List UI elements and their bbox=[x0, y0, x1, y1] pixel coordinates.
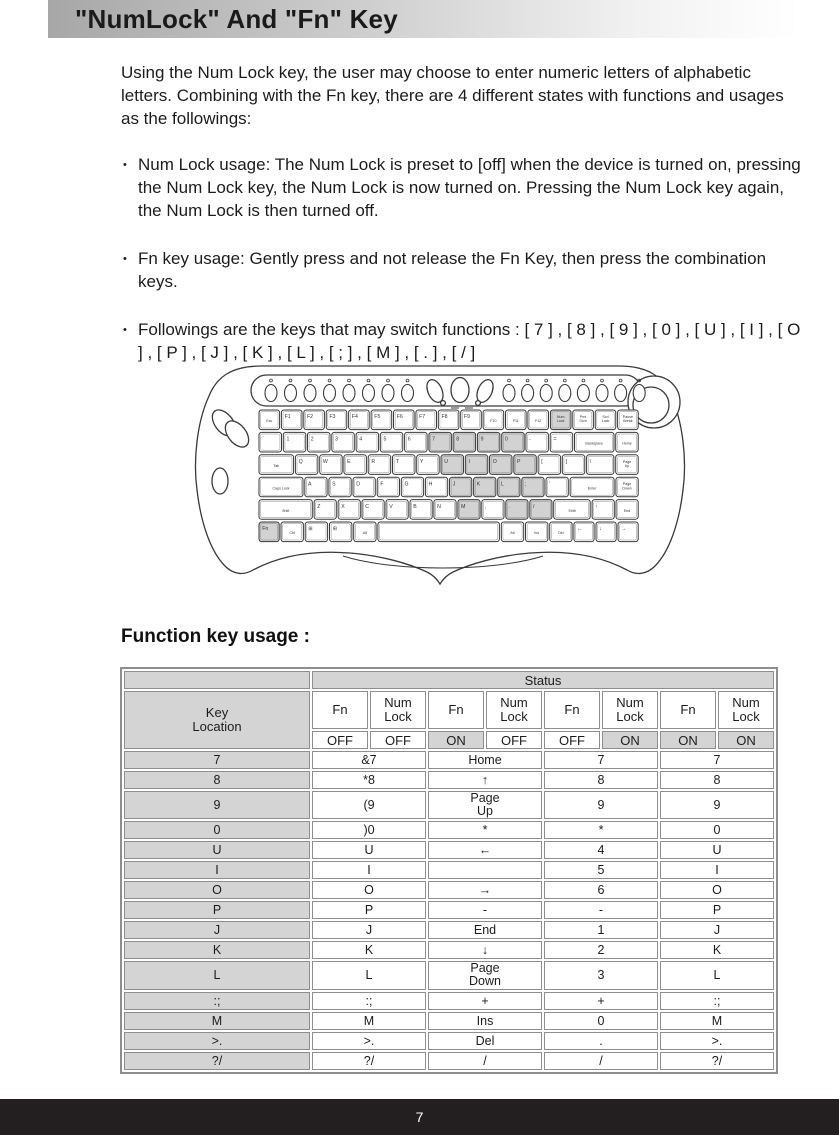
table-cell: 9 bbox=[544, 791, 658, 819]
table-cell: Page Down bbox=[428, 961, 542, 989]
key-label: ` bbox=[262, 436, 264, 443]
table-row bbox=[124, 671, 774, 689]
hotkey-oval-button bbox=[382, 385, 394, 402]
table-cell bbox=[124, 671, 310, 689]
table-cell: ?/ bbox=[312, 1052, 426, 1070]
table-row bbox=[124, 1052, 774, 1070]
intro-paragraph: Using the Num Lock key, the user may choose to enter numeric letters of alphabetic letters. Combining with the Fn key, there are 4 different states with functions and usages as the followings: bbox=[121, 63, 784, 128]
key-label: Fn bbox=[262, 526, 269, 533]
hotkey-oval-button bbox=[540, 385, 552, 402]
bullet-switch-keys: • Followings are the keys that may switch functions : [ 7 ] , [ 8 ] , [ 9 ] , [ 0 ] , [ U ] , [ I ] , [ O ] , [ P ] , [ J ] , [ K ] , [ L ] , [ ; ] , [ M ] , [ . ] , [ / ] bbox=[121, 319, 801, 365]
key-label: 6 bbox=[407, 436, 411, 443]
key-label: Alt bbox=[510, 531, 515, 536]
key-label: Page Down bbox=[622, 482, 632, 491]
key-label: K bbox=[476, 481, 481, 488]
key-location-cell: O bbox=[124, 881, 310, 899]
title-bar bbox=[48, 0, 839, 38]
table-cell: I bbox=[312, 861, 426, 879]
table-row bbox=[124, 841, 774, 859]
key-location-cell: >. bbox=[124, 1032, 310, 1050]
key-location-cell: 0 bbox=[124, 821, 310, 839]
key-location-cell: 7 bbox=[124, 751, 310, 769]
table-cell bbox=[428, 861, 542, 879]
key bbox=[378, 522, 500, 542]
table-cell: 4 bbox=[544, 841, 658, 859]
key-label: Y bbox=[419, 459, 424, 465]
hotkey-oval-button bbox=[615, 385, 627, 402]
table-cell: *8 bbox=[312, 771, 426, 789]
key-label: F10 bbox=[490, 419, 497, 424]
table-cell: Num Lock bbox=[602, 691, 658, 729]
table-cell: U bbox=[312, 841, 426, 859]
key-label: C bbox=[365, 503, 369, 510]
key-location-cell: I bbox=[124, 861, 310, 879]
key-location-cell: 9 bbox=[124, 791, 310, 819]
key-label: , bbox=[485, 503, 487, 510]
key-label: 4 bbox=[359, 436, 363, 443]
key-label: 0 bbox=[504, 436, 508, 443]
hotkey-oval-button bbox=[633, 385, 645, 402]
keyboard-figure bbox=[193, 360, 691, 596]
page-footer bbox=[0, 1099, 839, 1135]
key-location-cell: M bbox=[124, 1012, 310, 1030]
table-row bbox=[124, 861, 774, 879]
power-oval-button bbox=[451, 378, 469, 403]
table-cell: 3 bbox=[544, 961, 658, 989]
table-cell: - bbox=[428, 901, 542, 919]
key-label: F bbox=[380, 481, 384, 488]
key-label: Caps Lock bbox=[272, 486, 290, 491]
key-label: = bbox=[553, 436, 557, 443]
key-label: 5 bbox=[383, 436, 387, 443]
table-cell: * bbox=[544, 821, 658, 839]
table-cell: / bbox=[544, 1052, 658, 1070]
table-cell: End bbox=[428, 921, 542, 939]
table-cell: Fn bbox=[312, 691, 368, 729]
state-cell: ON bbox=[660, 731, 716, 749]
table-cell: 9 bbox=[660, 791, 774, 819]
table-cell: 8 bbox=[544, 771, 658, 789]
key-label: N bbox=[437, 503, 441, 510]
key-label: ; bbox=[525, 481, 527, 488]
table-cell: 1 bbox=[544, 921, 658, 939]
hotkey-oval-button bbox=[503, 385, 515, 402]
key-label: D bbox=[356, 481, 360, 488]
table-cell: ↑ bbox=[428, 771, 542, 789]
table-cell: 8 bbox=[660, 771, 774, 789]
key-label: End bbox=[623, 508, 631, 513]
table-cell: )0 bbox=[312, 821, 426, 839]
key-label: ' bbox=[549, 481, 551, 488]
key-label: F12 bbox=[535, 419, 542, 424]
key-label: F11 bbox=[512, 419, 519, 424]
key-label: Esc bbox=[266, 419, 273, 424]
key-label: ← bbox=[577, 526, 583, 533]
state-cell: ON bbox=[602, 731, 658, 749]
function-key-usage-heading: Function key usage : bbox=[121, 626, 310, 647]
table-row bbox=[124, 961, 774, 989]
table-row bbox=[124, 1032, 774, 1050]
table-cell: 6 bbox=[544, 881, 658, 899]
table-row bbox=[124, 992, 774, 1010]
key-label: / bbox=[533, 503, 535, 510]
table-row bbox=[124, 921, 774, 939]
table-cell: M bbox=[660, 1012, 774, 1030]
table-row bbox=[124, 881, 774, 899]
table-row bbox=[124, 901, 774, 919]
table-row bbox=[124, 941, 774, 959]
key-label: 9 bbox=[480, 436, 484, 443]
key-label: . bbox=[509, 503, 511, 510]
key-location-header: Key Location bbox=[124, 691, 310, 749]
table-cell: P bbox=[312, 901, 426, 919]
table-cell: (9 bbox=[312, 791, 426, 819]
table-cell: Fn bbox=[660, 691, 716, 729]
table-cell: >. bbox=[660, 1032, 774, 1050]
key-label: M bbox=[461, 503, 466, 510]
key-label: F1 bbox=[284, 414, 291, 421]
hotkey-oval-button bbox=[522, 385, 534, 402]
hotkey-oval-button bbox=[559, 385, 571, 402]
table-cell: → bbox=[428, 881, 542, 899]
table-cell: / bbox=[428, 1052, 542, 1070]
key-label: G bbox=[404, 481, 409, 488]
table-cell: :; bbox=[312, 992, 426, 1010]
key-label: H bbox=[428, 481, 433, 488]
key-location-cell: P bbox=[124, 901, 310, 919]
table-cell: I bbox=[660, 861, 774, 879]
key-label: \ bbox=[589, 459, 592, 465]
key-label: Scrl Lock bbox=[601, 415, 610, 424]
table-cell: &7 bbox=[312, 751, 426, 769]
key-label: F9 bbox=[463, 414, 470, 421]
table-row bbox=[124, 791, 774, 819]
table-cell: 5 bbox=[544, 861, 658, 879]
key-label: Num Lock bbox=[556, 415, 565, 424]
key-label: W bbox=[322, 459, 328, 465]
key-location-cell: :; bbox=[124, 992, 310, 1010]
key-label: → bbox=[621, 526, 627, 533]
table-cell: M bbox=[312, 1012, 426, 1030]
key-label: E bbox=[347, 459, 351, 465]
key-label: 7 bbox=[432, 436, 435, 443]
table-cell: Page Up bbox=[428, 791, 542, 819]
key-label: Shift bbox=[282, 508, 290, 513]
led-right bbox=[476, 401, 481, 406]
key-label: Enter bbox=[587, 486, 597, 491]
key-label: F5 bbox=[374, 414, 381, 421]
table-cell: Num Lock bbox=[370, 691, 426, 729]
table-cell: O bbox=[660, 881, 774, 899]
key-label: ⊞ bbox=[308, 526, 313, 533]
key-label: U bbox=[444, 459, 448, 465]
key-label: ] bbox=[565, 459, 567, 465]
hotkey-oval-button bbox=[304, 385, 316, 402]
state-cell: ON bbox=[428, 731, 484, 749]
key-location-cell: 8 bbox=[124, 771, 310, 789]
table-cell: Ins bbox=[428, 1012, 542, 1030]
key-label: F2 bbox=[307, 414, 314, 421]
status-header: Status bbox=[312, 671, 774, 689]
hotkey-oval-button bbox=[596, 385, 608, 402]
key-label: A bbox=[308, 481, 312, 488]
key-label: F3 bbox=[329, 414, 336, 421]
page-number: 7 bbox=[415, 1109, 424, 1125]
key-label: I bbox=[468, 459, 470, 465]
key-label: 1 bbox=[286, 436, 290, 443]
key-location-cell: J bbox=[124, 921, 310, 939]
table-cell: J bbox=[660, 921, 774, 939]
led-left bbox=[441, 401, 446, 406]
key-label: Pause Break bbox=[622, 415, 634, 424]
key-label: Home bbox=[622, 441, 632, 446]
table-cell: :; bbox=[660, 992, 774, 1010]
state-cell: OFF bbox=[312, 731, 368, 749]
table-cell: >. bbox=[312, 1032, 426, 1050]
key-label: Backspace bbox=[585, 441, 603, 446]
table-cell: 2 bbox=[544, 941, 658, 959]
key-location-cell: ?/ bbox=[124, 1052, 310, 1070]
table-cell: Fn bbox=[428, 691, 484, 729]
table-cell: Del bbox=[428, 1032, 542, 1050]
table-cell: * bbox=[428, 821, 542, 839]
table-cell: K bbox=[312, 941, 426, 959]
key-label: ⊞ bbox=[332, 526, 338, 533]
key-label: F7 bbox=[419, 414, 426, 421]
key-label: R bbox=[371, 459, 376, 465]
key-label: F4 bbox=[351, 414, 358, 421]
table-cell: Num Lock bbox=[718, 691, 774, 729]
hotkey-oval-button bbox=[577, 385, 589, 402]
table-cell: ?/ bbox=[660, 1052, 774, 1070]
key-label: L bbox=[500, 481, 504, 488]
hotkey-oval-button bbox=[285, 385, 297, 402]
hotkey-oval-button bbox=[343, 385, 355, 402]
left-oval-button bbox=[212, 468, 228, 494]
state-cell: OFF bbox=[486, 731, 542, 749]
key-label: T bbox=[395, 459, 399, 465]
table-row bbox=[124, 1012, 774, 1030]
key-label: V bbox=[389, 503, 393, 510]
key-label: Z bbox=[317, 503, 321, 510]
table-cell: Home bbox=[428, 751, 542, 769]
key-location-cell: L bbox=[124, 961, 310, 989]
key-location-cell: U bbox=[124, 841, 310, 859]
table-cell: L bbox=[660, 961, 774, 989]
table-cell: Num Lock bbox=[486, 691, 542, 729]
hotkey-oval-button bbox=[265, 385, 277, 402]
key-label: ↑ bbox=[595, 503, 598, 510]
key-label: [ bbox=[541, 459, 543, 465]
key-label: 8 bbox=[456, 436, 460, 443]
table-cell: O bbox=[312, 881, 426, 899]
key-label: O bbox=[492, 459, 497, 465]
page-title: "NumLock" And "Fn" Key bbox=[75, 3, 398, 34]
key-label: S bbox=[332, 481, 336, 488]
key-label: X bbox=[341, 503, 345, 510]
function-key-table bbox=[120, 667, 778, 1074]
keyboard-illustration bbox=[193, 360, 691, 596]
table-cell: P bbox=[660, 901, 774, 919]
table-cell: 7 bbox=[660, 751, 774, 769]
table-cell: + bbox=[428, 992, 542, 1010]
key-label: P bbox=[517, 459, 521, 465]
key-label: Page Up bbox=[622, 459, 632, 468]
state-cell: OFF bbox=[544, 731, 600, 749]
table-cell: Fn bbox=[544, 691, 600, 729]
key-label: ↓ bbox=[599, 526, 602, 533]
table-cell: ← bbox=[428, 841, 542, 859]
key-label: Alt bbox=[362, 531, 368, 536]
bullet-numlock-usage: • Num Lock usage: The Num Lock is preset to [off] when the device is turned on, pressing the Num Lock key, the Num Lock is now turned on. Pressing the Num Lock key again, the Num Lock is then turned off. bbox=[121, 154, 801, 223]
hotkey-oval-button bbox=[402, 385, 414, 402]
key-label: Prnt Scrn bbox=[579, 415, 587, 424]
key-label: Shift bbox=[568, 508, 576, 513]
table-cell: . bbox=[544, 1032, 658, 1050]
table-cell: - bbox=[544, 901, 658, 919]
table-cell: K bbox=[660, 941, 774, 959]
hotkey-oval-button bbox=[324, 385, 336, 402]
table-row bbox=[124, 691, 774, 729]
table-cell: J bbox=[312, 921, 426, 939]
key-label: - bbox=[529, 436, 531, 443]
table-row bbox=[124, 751, 774, 769]
key-label: Del bbox=[558, 531, 564, 536]
key-label: 3 bbox=[335, 436, 338, 443]
bullet-list bbox=[121, 154, 801, 390]
table-row bbox=[124, 771, 774, 789]
state-cell: OFF bbox=[370, 731, 426, 749]
table-row bbox=[124, 821, 774, 839]
key-label: J bbox=[452, 481, 456, 488]
table-cell: ↓ bbox=[428, 941, 542, 959]
key-label: B bbox=[413, 503, 417, 510]
bullet-fn-usage: • Fn key usage: Gently press and not release the Fn Key, then press the combination keys. bbox=[121, 248, 801, 294]
table-cell: 0 bbox=[544, 1012, 658, 1030]
key-label: Tab bbox=[273, 464, 280, 468]
table-cell: L bbox=[312, 961, 426, 989]
hotkey-oval-button bbox=[363, 385, 375, 402]
state-cell: ON bbox=[718, 731, 774, 749]
key-label: F8 bbox=[441, 414, 448, 421]
key-label: Ins bbox=[534, 531, 540, 536]
key-label: Ctrl bbox=[289, 531, 295, 536]
table-cell: U bbox=[660, 841, 774, 859]
table-cell: 0 bbox=[660, 821, 774, 839]
table-cell: 7 bbox=[544, 751, 658, 769]
key-label: 2 bbox=[310, 436, 314, 443]
key-label: F6 bbox=[396, 414, 403, 421]
key-label: Q bbox=[298, 459, 303, 465]
key-location-cell: K bbox=[124, 941, 310, 959]
table-cell: + bbox=[544, 992, 658, 1010]
